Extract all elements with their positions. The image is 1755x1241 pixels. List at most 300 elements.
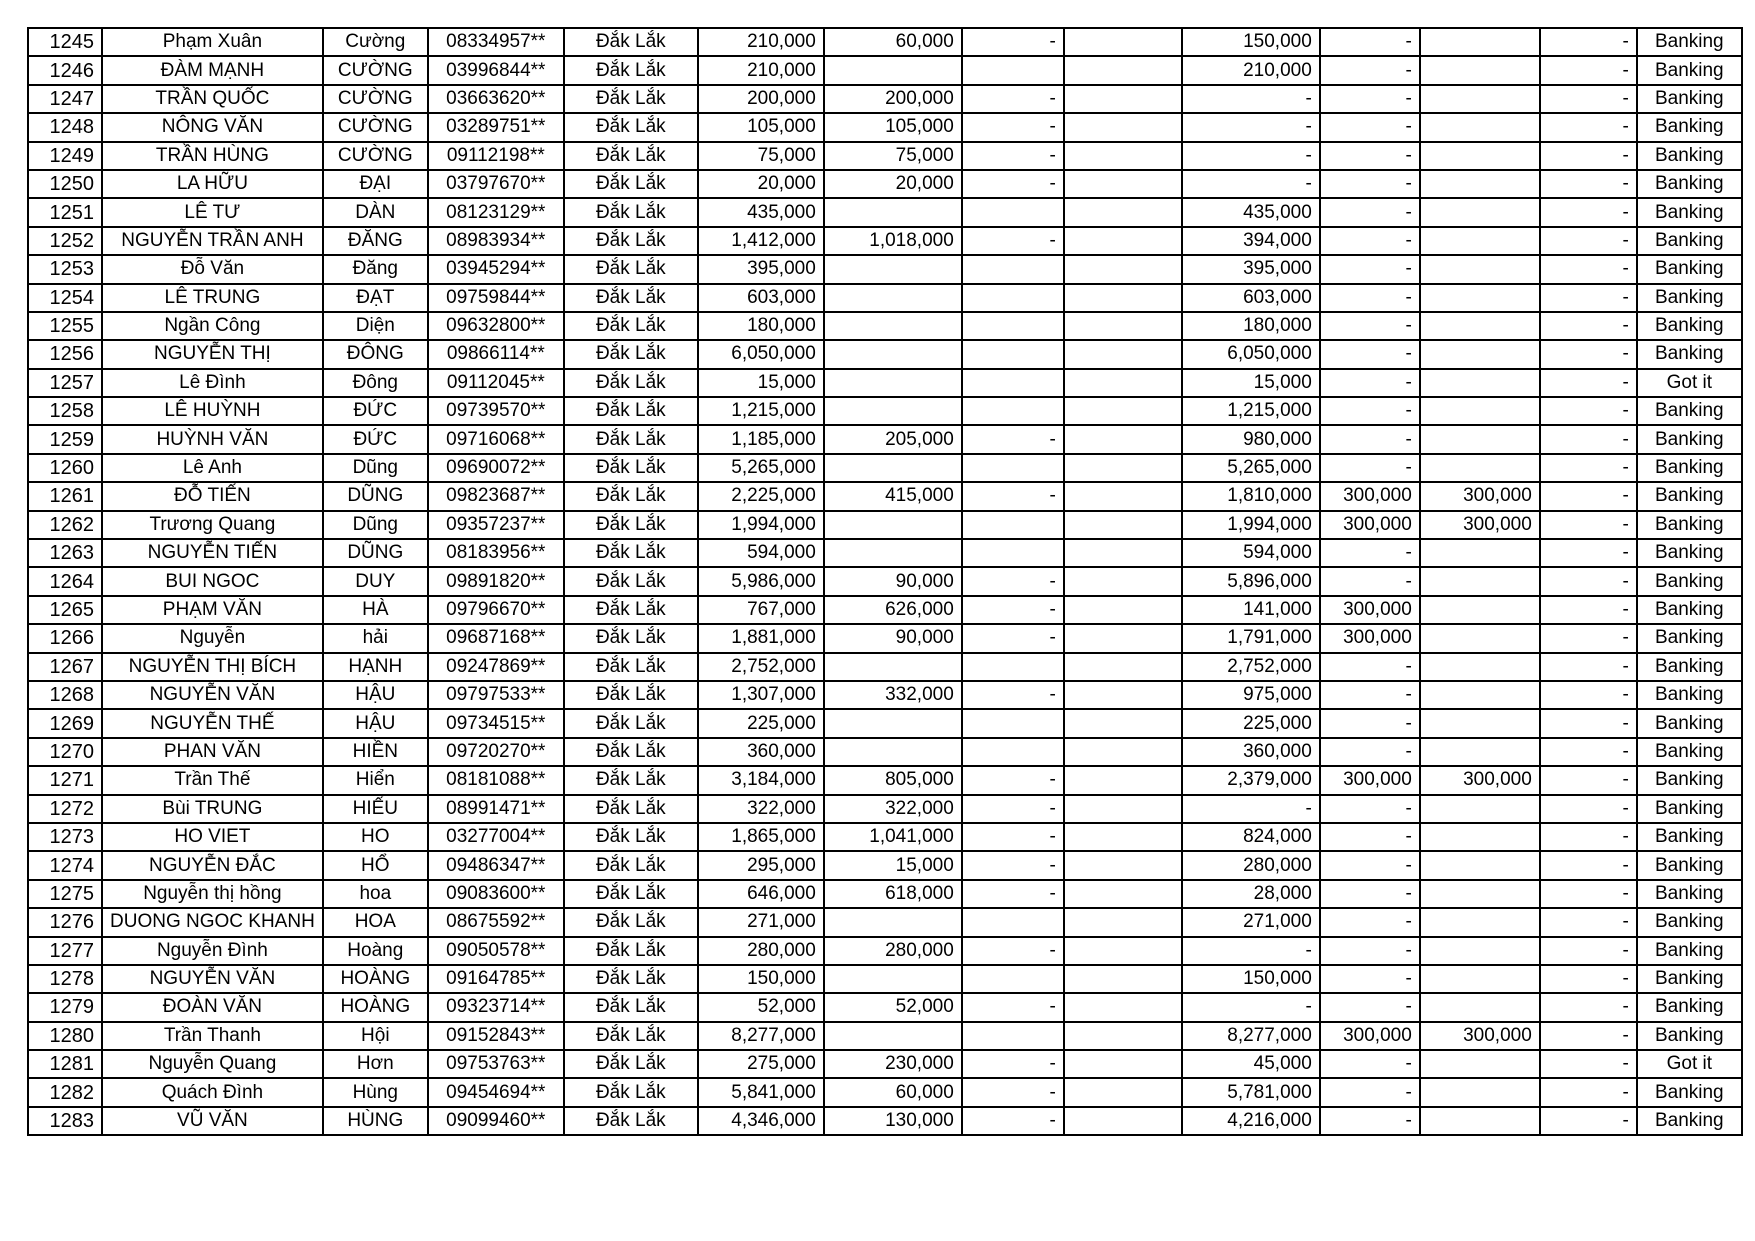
cell-given-name: HUỲNH VĂN	[102, 425, 323, 453]
cell-family-name: hoa	[323, 880, 428, 908]
table-row	[28, 738, 1742, 766]
cell-row-number: 1282	[28, 1078, 102, 1106]
cell-payment-method: Banking	[1637, 85, 1742, 113]
cell-province: Đắk Lắk	[564, 653, 698, 681]
cell-remaining-amount: 225,000	[1182, 709, 1320, 737]
cell-given-name: NGUYỄN TRẦN ANH	[102, 227, 323, 255]
cell-family-name: HO	[323, 823, 428, 851]
cell-bonus-2: 300,000	[1420, 482, 1540, 510]
cell-row-number: 1260	[28, 454, 102, 482]
cell-total-amount: 271,000	[698, 908, 824, 936]
cell-paid-dash	[962, 340, 1064, 368]
cell-row-number: 1264	[28, 567, 102, 595]
cell-empty-col	[1064, 738, 1182, 766]
cell-bonus-2	[1420, 823, 1540, 851]
cell-row-number: 1266	[28, 624, 102, 652]
table-row	[28, 482, 1742, 510]
cell-bonus-1: -	[1320, 993, 1420, 1021]
cell-total-amount: 150,000	[698, 965, 824, 993]
table-row	[28, 170, 1742, 198]
cell-paid-dash: -	[962, 28, 1064, 56]
cell-bonus-1: -	[1320, 908, 1420, 936]
table-row	[28, 766, 1742, 794]
cell-bonus-1: 300,000	[1320, 482, 1420, 510]
cell-province: Đắk Lắk	[564, 142, 698, 170]
cell-paid-dash: -	[962, 113, 1064, 141]
cell-balance-dash: -	[1540, 142, 1637, 170]
cell-total-amount: 210,000	[698, 56, 824, 84]
cell-total-amount: 322,000	[698, 795, 824, 823]
cell-family-name: DÀN	[323, 198, 428, 226]
cell-empty-col	[1064, 312, 1182, 340]
cell-province: Đắk Lắk	[564, 851, 698, 879]
table-row	[28, 28, 1742, 56]
cell-paid-dash: -	[962, 624, 1064, 652]
cell-family-name: ĐỨC	[323, 425, 428, 453]
cell-row-number: 1261	[28, 482, 102, 510]
cell-balance-dash: -	[1540, 880, 1637, 908]
cell-given-name: PHẠM VĂN	[102, 596, 323, 624]
cell-given-name: DUONG NGOC KHANH	[102, 908, 323, 936]
cell-paid-dash: -	[962, 993, 1064, 1021]
cell-given-name: TRẦN QUỐC	[102, 85, 323, 113]
table-row	[28, 937, 1742, 965]
cell-phone: 08334957**	[428, 28, 564, 56]
cell-remaining-amount: 5,265,000	[1182, 454, 1320, 482]
cell-row-number: 1277	[28, 937, 102, 965]
cell-row-number: 1283	[28, 1107, 102, 1135]
cell-amount-paid: 205,000	[824, 425, 962, 453]
cell-balance-dash: -	[1540, 823, 1637, 851]
cell-payment-method: Banking	[1637, 198, 1742, 226]
cell-phone: 09866114**	[428, 340, 564, 368]
cell-family-name: CƯỜNG	[323, 56, 428, 84]
cell-remaining-amount: 594,000	[1182, 539, 1320, 567]
cell-phone: 09164785**	[428, 965, 564, 993]
table-row	[28, 851, 1742, 879]
cell-given-name: Đỗ Văn	[102, 255, 323, 283]
cell-payment-method: Got it	[1637, 369, 1742, 397]
cell-payment-method: Banking	[1637, 1107, 1742, 1135]
cell-total-amount: 5,986,000	[698, 567, 824, 595]
cell-amount-paid: 105,000	[824, 113, 962, 141]
cell-paid-dash: -	[962, 227, 1064, 255]
cell-balance-dash: -	[1540, 85, 1637, 113]
cell-total-amount: 75,000	[698, 142, 824, 170]
cell-phone: 09720270**	[428, 738, 564, 766]
cell-province: Đắk Lắk	[564, 1050, 698, 1078]
cell-total-amount: 210,000	[698, 28, 824, 56]
cell-paid-dash: -	[962, 596, 1064, 624]
cell-empty-col	[1064, 937, 1182, 965]
table-row	[28, 312, 1742, 340]
cell-family-name: CƯỜNG	[323, 113, 428, 141]
cell-balance-dash: -	[1540, 255, 1637, 283]
cell-bonus-1: -	[1320, 56, 1420, 84]
cell-balance-dash: -	[1540, 937, 1637, 965]
cell-remaining-amount: 271,000	[1182, 908, 1320, 936]
cell-given-name: Nguyễn	[102, 624, 323, 652]
cell-balance-dash: -	[1540, 1107, 1637, 1135]
cell-paid-dash	[962, 369, 1064, 397]
cell-empty-col	[1064, 511, 1182, 539]
cell-bonus-2	[1420, 369, 1540, 397]
cell-given-name: Nguyễn Quang	[102, 1050, 323, 1078]
cell-amount-paid: 618,000	[824, 880, 962, 908]
cell-province: Đắk Lắk	[564, 198, 698, 226]
cell-province: Đắk Lắk	[564, 965, 698, 993]
cell-amount-paid	[824, 369, 962, 397]
cell-given-name: Phạm Xuân	[102, 28, 323, 56]
cell-payment-method: Banking	[1637, 624, 1742, 652]
cell-row-number: 1272	[28, 795, 102, 823]
cell-paid-dash: -	[962, 880, 1064, 908]
cell-payment-method: Banking	[1637, 965, 1742, 993]
cell-phone: 08183956**	[428, 539, 564, 567]
table-row	[28, 113, 1742, 141]
cell-remaining-amount: 180,000	[1182, 312, 1320, 340]
cell-row-number: 1246	[28, 56, 102, 84]
cell-phone: 09739570**	[428, 397, 564, 425]
cell-row-number: 1276	[28, 908, 102, 936]
cell-paid-dash: -	[962, 142, 1064, 170]
cell-row-number: 1259	[28, 425, 102, 453]
cell-bonus-1: -	[1320, 28, 1420, 56]
cell-payment-method: Banking	[1637, 795, 1742, 823]
cell-paid-dash	[962, 738, 1064, 766]
cell-bonus-2	[1420, 397, 1540, 425]
cell-bonus-2	[1420, 993, 1540, 1021]
cell-total-amount: 15,000	[698, 369, 824, 397]
cell-empty-col	[1064, 369, 1182, 397]
cell-payment-method: Banking	[1637, 255, 1742, 283]
cell-province: Đắk Lắk	[564, 113, 698, 141]
cell-phone: 08675592**	[428, 908, 564, 936]
cell-given-name: LA HỮU	[102, 170, 323, 198]
cell-phone: 08983934**	[428, 227, 564, 255]
cell-bonus-2	[1420, 454, 1540, 482]
cell-balance-dash: -	[1540, 227, 1637, 255]
table-row	[28, 823, 1742, 851]
cell-empty-col	[1064, 851, 1182, 879]
cell-payment-method: Banking	[1637, 539, 1742, 567]
cell-balance-dash: -	[1540, 397, 1637, 425]
cell-total-amount: 1,881,000	[698, 624, 824, 652]
cell-province: Đắk Lắk	[564, 511, 698, 539]
cell-bonus-2: 300,000	[1420, 511, 1540, 539]
cell-total-amount: 1,994,000	[698, 511, 824, 539]
cell-balance-dash: -	[1540, 1022, 1637, 1050]
cell-remaining-amount: 975,000	[1182, 681, 1320, 709]
cell-bonus-1: -	[1320, 567, 1420, 595]
cell-bonus-2	[1420, 425, 1540, 453]
cell-balance-dash: -	[1540, 369, 1637, 397]
cell-given-name: Lê Anh	[102, 454, 323, 482]
cell-payment-method: Banking	[1637, 142, 1742, 170]
cell-total-amount: 4,346,000	[698, 1107, 824, 1135]
cell-bonus-1: -	[1320, 880, 1420, 908]
cell-empty-col	[1064, 795, 1182, 823]
cell-total-amount: 8,277,000	[698, 1022, 824, 1050]
cell-amount-paid	[824, 738, 962, 766]
cell-payment-method: Banking	[1637, 738, 1742, 766]
cell-family-name: Hơn	[323, 1050, 428, 1078]
cell-amount-paid	[824, 56, 962, 84]
cell-phone: 09323714**	[428, 993, 564, 1021]
cell-remaining-amount: 210,000	[1182, 56, 1320, 84]
cell-family-name: HÙNG	[323, 1107, 428, 1135]
cell-bonus-1: -	[1320, 1078, 1420, 1106]
cell-row-number: 1252	[28, 227, 102, 255]
cell-province: Đắk Lắk	[564, 56, 698, 84]
cell-total-amount: 3,184,000	[698, 766, 824, 794]
cell-empty-col	[1064, 1078, 1182, 1106]
cell-payment-method: Banking	[1637, 312, 1742, 340]
cell-phone: 08991471**	[428, 795, 564, 823]
cell-family-name: HỔ	[323, 851, 428, 879]
cell-bonus-2	[1420, 795, 1540, 823]
cell-given-name: Lê Đình	[102, 369, 323, 397]
cell-bonus-1: -	[1320, 170, 1420, 198]
table-row	[28, 1078, 1742, 1106]
cell-payment-method: Banking	[1637, 596, 1742, 624]
cell-family-name: HOA	[323, 908, 428, 936]
cell-remaining-amount: 150,000	[1182, 28, 1320, 56]
cell-paid-dash	[962, 312, 1064, 340]
cell-given-name: ĐỖ TIẾN	[102, 482, 323, 510]
cell-bonus-1: -	[1320, 1050, 1420, 1078]
cell-bonus-2	[1420, 284, 1540, 312]
cell-bonus-2	[1420, 340, 1540, 368]
cell-paid-dash	[962, 539, 1064, 567]
cell-empty-col	[1064, 1050, 1182, 1078]
cell-row-number: 1250	[28, 170, 102, 198]
cell-row-number: 1274	[28, 851, 102, 879]
cell-bonus-1: -	[1320, 227, 1420, 255]
cell-payment-method: Banking	[1637, 284, 1742, 312]
cell-payment-method: Banking	[1637, 511, 1742, 539]
cell-payment-method: Banking	[1637, 653, 1742, 681]
cell-empty-col	[1064, 880, 1182, 908]
cell-given-name: BUI NGOC	[102, 567, 323, 595]
cell-province: Đắk Lắk	[564, 369, 698, 397]
cell-remaining-amount: 150,000	[1182, 965, 1320, 993]
cell-given-name: Nguyễn thị hồng	[102, 880, 323, 908]
cell-family-name: ĐĂNG	[323, 227, 428, 255]
table-row	[28, 85, 1742, 113]
cell-balance-dash: -	[1540, 198, 1637, 226]
cell-balance-dash: -	[1540, 1050, 1637, 1078]
cell-phone: 09759844**	[428, 284, 564, 312]
table-row	[28, 284, 1742, 312]
cell-province: Đắk Lắk	[564, 908, 698, 936]
cell-bonus-2	[1420, 312, 1540, 340]
cell-total-amount: 1,215,000	[698, 397, 824, 425]
cell-province: Đắk Lắk	[564, 795, 698, 823]
cell-empty-col	[1064, 823, 1182, 851]
cell-total-amount: 435,000	[698, 198, 824, 226]
table-body	[28, 28, 1742, 1135]
cell-remaining-amount: 280,000	[1182, 851, 1320, 879]
cell-family-name: hải	[323, 624, 428, 652]
cell-amount-paid	[824, 1022, 962, 1050]
cell-row-number: 1245	[28, 28, 102, 56]
cell-given-name: NÔNG VĂN	[102, 113, 323, 141]
cell-remaining-amount: 141,000	[1182, 596, 1320, 624]
cell-bonus-1: -	[1320, 795, 1420, 823]
cell-phone: 03663620**	[428, 85, 564, 113]
table-row	[28, 1022, 1742, 1050]
cell-payment-method: Banking	[1637, 993, 1742, 1021]
cell-bonus-2	[1420, 596, 1540, 624]
cell-empty-col	[1064, 965, 1182, 993]
cell-phone: 09083600**	[428, 880, 564, 908]
cell-given-name: NGUYỄN VĂN	[102, 965, 323, 993]
cell-payment-method: Got it	[1637, 1050, 1742, 1078]
cell-amount-paid	[824, 198, 962, 226]
cell-payment-method: Banking	[1637, 567, 1742, 595]
cell-balance-dash: -	[1540, 567, 1637, 595]
cell-total-amount: 280,000	[698, 937, 824, 965]
table-row	[28, 227, 1742, 255]
cell-province: Đắk Lắk	[564, 284, 698, 312]
cell-empty-col	[1064, 170, 1182, 198]
table-row	[28, 993, 1742, 1021]
cell-province: Đắk Lắk	[564, 1022, 698, 1050]
table-row	[28, 255, 1742, 283]
cell-family-name: HOÀNG	[323, 993, 428, 1021]
cell-amount-paid: 20,000	[824, 170, 962, 198]
cell-empty-col	[1064, 539, 1182, 567]
cell-family-name: Hoàng	[323, 937, 428, 965]
cell-balance-dash: -	[1540, 454, 1637, 482]
cell-row-number: 1268	[28, 681, 102, 709]
cell-paid-dash: -	[962, 766, 1064, 794]
cell-total-amount: 2,225,000	[698, 482, 824, 510]
cell-empty-col	[1064, 454, 1182, 482]
cell-remaining-amount: 5,781,000	[1182, 1078, 1320, 1106]
cell-bonus-1: -	[1320, 539, 1420, 567]
cell-paid-dash	[962, 1022, 1064, 1050]
cell-remaining-amount: 8,277,000	[1182, 1022, 1320, 1050]
table-row	[28, 795, 1742, 823]
table-row	[28, 1107, 1742, 1135]
cell-paid-dash	[962, 284, 1064, 312]
cell-total-amount: 5,841,000	[698, 1078, 824, 1106]
cell-family-name: HẬU	[323, 709, 428, 737]
cell-bonus-2	[1420, 681, 1540, 709]
cell-balance-dash: -	[1540, 340, 1637, 368]
cell-phone: 09687168**	[428, 624, 564, 652]
cell-empty-col	[1064, 567, 1182, 595]
cell-empty-col	[1064, 624, 1182, 652]
cell-phone: 09753763**	[428, 1050, 564, 1078]
cell-remaining-amount: 394,000	[1182, 227, 1320, 255]
cell-bonus-2	[1420, 1050, 1540, 1078]
cell-total-amount: 6,050,000	[698, 340, 824, 368]
cell-family-name: Diện	[323, 312, 428, 340]
cell-row-number: 1248	[28, 113, 102, 141]
cell-phone: 08181088**	[428, 766, 564, 794]
cell-given-name: Bùi TRUNG	[102, 795, 323, 823]
cell-remaining-amount: 395,000	[1182, 255, 1320, 283]
table-row	[28, 397, 1742, 425]
cell-bonus-2	[1420, 539, 1540, 567]
cell-given-name: ĐOÀN VĂN	[102, 993, 323, 1021]
cell-family-name: ĐẠI	[323, 170, 428, 198]
cell-bonus-1: -	[1320, 653, 1420, 681]
cell-row-number: 1257	[28, 369, 102, 397]
cell-bonus-2	[1420, 113, 1540, 141]
cell-row-number: 1279	[28, 993, 102, 1021]
cell-family-name: HIỀN	[323, 738, 428, 766]
cell-family-name: Hiển	[323, 766, 428, 794]
cell-total-amount: 105,000	[698, 113, 824, 141]
cell-bonus-2	[1420, 198, 1540, 226]
cell-row-number: 1253	[28, 255, 102, 283]
cell-phone: 09796670**	[428, 596, 564, 624]
cell-phone: 03945294**	[428, 255, 564, 283]
cell-bonus-2	[1420, 908, 1540, 936]
cell-remaining-amount: 45,000	[1182, 1050, 1320, 1078]
cell-remaining-amount: -	[1182, 113, 1320, 141]
cell-row-number: 1270	[28, 738, 102, 766]
cell-phone: 09632800**	[428, 312, 564, 340]
cell-bonus-1: -	[1320, 284, 1420, 312]
cell-bonus-1: 300,000	[1320, 1022, 1420, 1050]
cell-province: Đắk Lắk	[564, 993, 698, 1021]
cell-family-name: HẠNH	[323, 653, 428, 681]
cell-payment-method: Banking	[1637, 397, 1742, 425]
cell-province: Đắk Lắk	[564, 312, 698, 340]
table-row	[28, 624, 1742, 652]
table-row	[28, 56, 1742, 84]
cell-empty-col	[1064, 255, 1182, 283]
cell-paid-dash	[962, 709, 1064, 737]
cell-balance-dash: -	[1540, 312, 1637, 340]
cell-remaining-amount: 435,000	[1182, 198, 1320, 226]
cell-paid-dash: -	[962, 795, 1064, 823]
cell-family-name: DŨNG	[323, 539, 428, 567]
data-table	[27, 27, 1743, 1136]
cell-amount-paid: 805,000	[824, 766, 962, 794]
cell-remaining-amount: -	[1182, 142, 1320, 170]
cell-amount-paid	[824, 454, 962, 482]
cell-remaining-amount: -	[1182, 170, 1320, 198]
cell-amount-paid: 1,041,000	[824, 823, 962, 851]
cell-remaining-amount: 5,896,000	[1182, 567, 1320, 595]
cell-payment-method: Banking	[1637, 681, 1742, 709]
cell-balance-dash: -	[1540, 1078, 1637, 1106]
cell-balance-dash: -	[1540, 113, 1637, 141]
cell-bonus-2	[1420, 709, 1540, 737]
cell-amount-paid: 60,000	[824, 28, 962, 56]
cell-bonus-2	[1420, 56, 1540, 84]
cell-paid-dash: -	[962, 851, 1064, 879]
cell-amount-paid	[824, 284, 962, 312]
cell-amount-paid: 60,000	[824, 1078, 962, 1106]
cell-balance-dash: -	[1540, 738, 1637, 766]
cell-paid-dash: -	[962, 937, 1064, 965]
cell-phone: 09823687**	[428, 482, 564, 510]
cell-amount-paid	[824, 340, 962, 368]
cell-family-name: HOÀNG	[323, 965, 428, 993]
cell-paid-dash: -	[962, 85, 1064, 113]
cell-family-name: ĐẠT	[323, 284, 428, 312]
cell-amount-paid: 52,000	[824, 993, 962, 1021]
cell-empty-col	[1064, 1022, 1182, 1050]
table-row	[28, 369, 1742, 397]
